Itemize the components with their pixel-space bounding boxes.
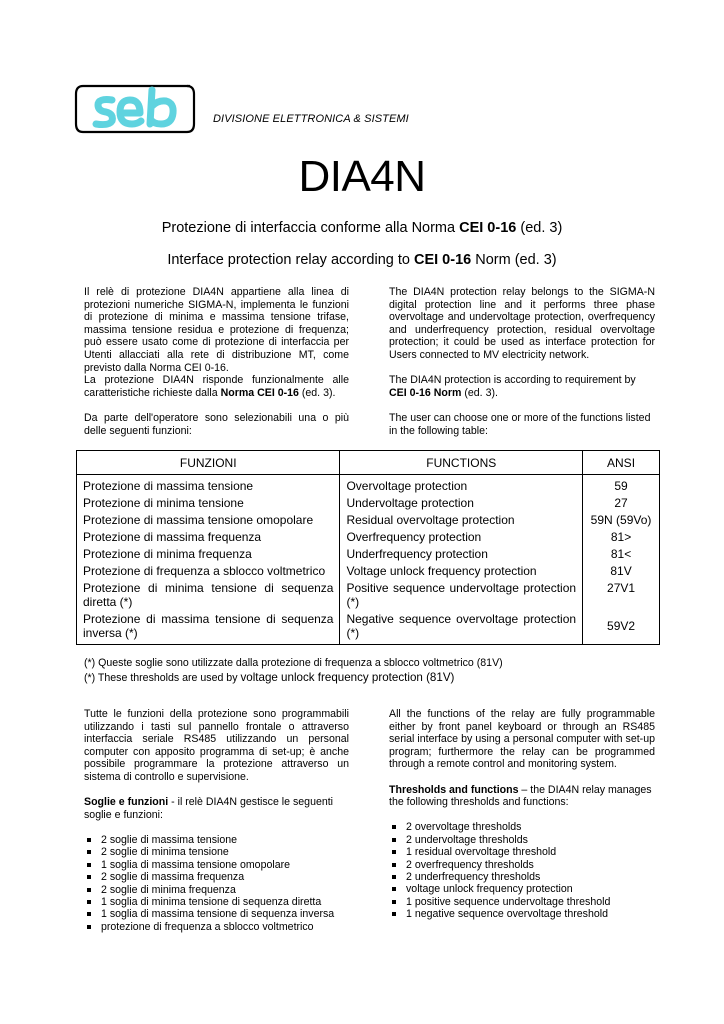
table-row <box>77 611 660 645</box>
cell-funzione: Protezione di minima tensione <box>77 495 340 512</box>
cell-ansi: 27V1 <box>583 580 660 611</box>
cell-funzione: Protezione di massima frequenza <box>77 529 340 546</box>
intro-it-paragraph <box>84 286 349 399</box>
intro-en-text-2: The DIA4N protection is according to requirement by <box>389 374 636 387</box>
cell-ansi: 59 <box>583 475 660 496</box>
cell-function: Overfrequency protection <box>340 529 583 546</box>
list-item: 1 soglia di minima tensione di sequenza diretta <box>84 896 349 908</box>
table-row <box>77 580 660 611</box>
list-item: protezione di frequenza a sblocco voltmetrico <box>84 921 349 933</box>
intro-en-paragraph: The DIA4N protection relay belongs to the SIGMA-N digital protection line and it performs three phase overvoltage and undervoltage protection, overfrequency and underfrequency protection, residual overvoltage protection; it could be used as interface protection for Users connected to MV electricity network. <box>389 286 655 361</box>
list-item: 2 soglie di minima tensione <box>84 846 349 858</box>
cell-ansi: 81V <box>583 563 660 580</box>
cell-funzione: Protezione di frequenza a sblocco voltmetrico <box>77 563 340 580</box>
subtitle-it-norm: CEI 0-16 <box>459 220 517 236</box>
list-item: 2 soglie di massima tensione <box>84 834 349 846</box>
list-item: 2 overfrequency thresholds <box>389 859 655 871</box>
cell-function: Positive sequence undervoltage protection (*) <box>340 580 583 611</box>
table-row <box>77 475 660 496</box>
intro-italian <box>84 286 349 450</box>
header-functions: FUNCTIONS <box>340 451 583 475</box>
intro-it-norm: Norma CEI 0-16 <box>220 386 299 399</box>
footnote-italian: (*) Queste soglie sono utilizzate dalla protezione di frequenza a sblocco voltmetrico (81V) <box>84 657 503 669</box>
intro-en-norm-paragraph <box>389 374 655 399</box>
product-title: DIA4N <box>298 152 426 201</box>
cell-function: Voltage unlock frequency protection <box>340 563 583 580</box>
thresholds-en-heading: Thresholds and functions <box>389 783 519 796</box>
cell-function: Underfrequency protection <box>340 546 583 563</box>
cell-ansi: 27 <box>583 495 660 512</box>
functions-table <box>76 450 660 645</box>
thresholds-it-intro <box>84 796 349 821</box>
cell-funzione: Protezione di massima tensione di sequenza inversa (*) <box>77 611 340 645</box>
list-item: voltage unlock frequency protection <box>389 883 655 895</box>
table-row <box>77 546 660 563</box>
list-item: 2 soglie di massima frequenza <box>84 871 349 883</box>
thresholds-en-heading-rest: – the DIA4N relay manages the following thresholds and functions: <box>389 783 652 809</box>
cell-function: Negative sequence overvoltage protection (*) <box>340 611 583 645</box>
cell-funzione: Protezione di massima tensione <box>77 475 340 496</box>
list-item: 1 soglia di massima tensione di sequenza inversa <box>84 908 349 920</box>
intro-it-text-1: Il relè di protezione DIA4N appartiene alla linea di protezioni numeriche SIGMA-N, implementa le funzioni di protezione di minima e massima tensione trifase, massima tensione residua e protezione di frequenza; può essere usato come di protezione di interfaccia per Utenti allacciati alla rete di distribuzione MT, come previsto dalla Norma CEI 0-16. <box>84 286 349 374</box>
cell-ansi: 81< <box>583 546 660 563</box>
footnote-en-suffix: voltage unlock frequency protection (81V) <box>240 671 455 684</box>
cell-function: Residual overvoltage protection <box>340 512 583 529</box>
table-row <box>77 529 660 546</box>
logo-lettering <box>96 90 173 125</box>
thresholds-it-list <box>84 834 349 933</box>
subtitle-it-suffix: (ed. 3) <box>516 220 563 236</box>
list-item: 1 negative sequence overvoltage threshold <box>389 908 655 920</box>
subtitle-english <box>0 252 724 268</box>
footnote-en-prefix: (*) These thresholds are used by <box>84 672 241 684</box>
cell-funzione: Protezione di minima tensione di sequenza diretta (*) <box>77 580 340 611</box>
cell-funzione: Protezione di massima tensione omopolare <box>77 512 340 529</box>
intro-it-text-2: La protezione DIA4N risponde funzionalmente alle caratteristiche richieste dalla <box>84 374 349 399</box>
cell-function: Overvoltage protection <box>340 475 583 496</box>
thresholds-it-heading-rest: - il relè DIA4N gestisce le seguenti soglie e funzioni: <box>84 796 334 821</box>
logo-frame-left <box>76 86 88 132</box>
cell-ansi: 59N (59Vo) <box>583 512 660 529</box>
table-row <box>77 512 660 529</box>
list-item: 2 underfrequency thresholds <box>389 871 655 883</box>
footnote-english <box>84 671 454 684</box>
intro-en-text-2-end: (ed. 3). <box>461 386 498 399</box>
thresholds-en-list <box>389 821 655 920</box>
cell-function: Undervoltage protection <box>340 495 583 512</box>
subtitle-italian <box>0 220 724 236</box>
logo-frame-right <box>182 86 194 132</box>
cell-ansi: 59V2 <box>583 611 660 645</box>
list-item: 2 soglie di minima frequenza <box>84 884 349 896</box>
list-item: 1 residual overvoltage threshold <box>389 846 655 858</box>
intro-en-choice: The user can choose one or more of the functions listed in the following table: <box>389 411 651 437</box>
header-funzioni: FUNZIONI <box>77 451 340 475</box>
intro-en-norm: CEI 0-16 Norm <box>389 386 462 399</box>
cell-funzione: Protezione di minima frequenza <box>77 546 340 563</box>
programming-en-paragraph: All the functions of the relay are fully programmable either by front panel keyboard or through an RS485 serial interface by using a personal computer with set-up program; furthermore the relay can be programmed through a remote control and monitoring system. <box>389 708 655 771</box>
division-label: DIVISIONE ELETTRONICA & SISTEMI <box>213 113 409 125</box>
list-item: 2 overvoltage thresholds <box>389 821 655 833</box>
thresholds-it-heading: Soglie e funzioni <box>84 796 169 809</box>
seb-logo <box>74 84 196 134</box>
programming-english <box>389 708 655 921</box>
subtitle-en-norm: CEI 0-16 <box>413 252 472 268</box>
table-row <box>77 495 660 512</box>
header-ansi: ANSI <box>583 451 660 475</box>
table-row <box>77 563 660 580</box>
programming-italian <box>84 708 349 933</box>
intro-english <box>389 286 655 450</box>
list-item: 2 undervoltage thresholds <box>389 834 655 846</box>
intro-it-choice: Da parte dell'operatore sono selezionabili una o più delle seguenti funzioni: <box>84 411 349 437</box>
subtitle-en-suffix: Norm (ed. 3) <box>471 252 557 268</box>
thresholds-en-intro <box>389 784 655 809</box>
list-item: 1 soglia di massima tensione omopolare <box>84 859 349 871</box>
cell-ansi: 81> <box>583 529 660 546</box>
subtitle-en-prefix: Interface protection relay according to <box>167 252 414 268</box>
list-item: 1 positive sequence undervoltage threshold <box>389 896 655 908</box>
intro-it-text-2-end: (ed. 3). <box>298 386 336 399</box>
programming-it-paragraph: Tutte le funzioni della protezione sono programmabili utilizzando i tasti sul pannello frontale o attraverso interfaccia seriale RS485 utilizzando un personal computer con apposito programma di set-up; è anche possibile programmare la protezione attraverso un sistema di controllo e supervisione. <box>84 708 349 783</box>
table-header-row <box>77 451 660 475</box>
subtitle-it-prefix: Protezione di interfaccia conforme alla Norma <box>161 220 460 236</box>
